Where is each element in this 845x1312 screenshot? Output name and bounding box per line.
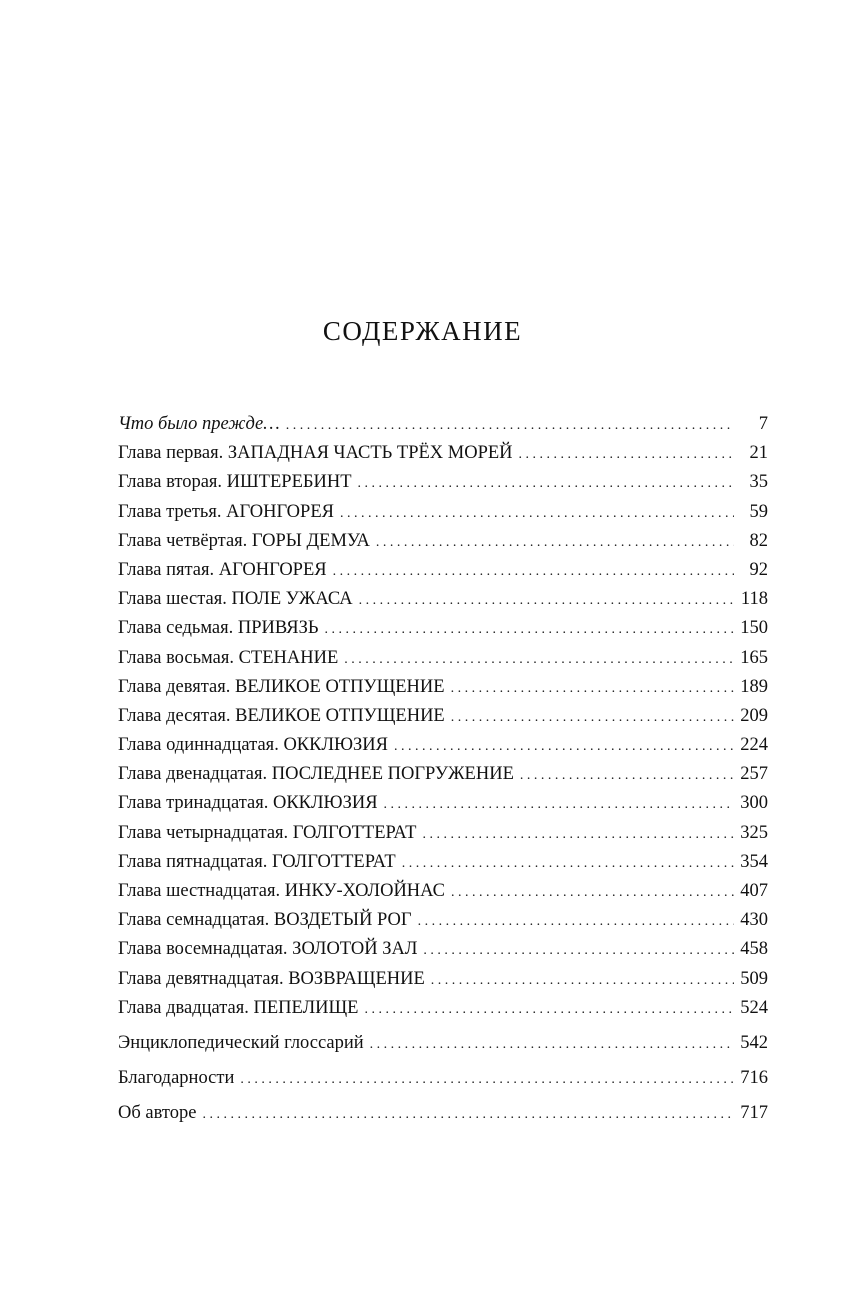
toc-entry-page: 524: [740, 997, 768, 1018]
toc-entry-label: Глава десятая. ВЕЛИКОЕ ОТПУЩЕНИЕ: [118, 705, 445, 726]
toc-entry-page: 165: [740, 647, 768, 668]
toc-leader-dots: [240, 1064, 734, 1094]
toc-leader-dots: [286, 410, 734, 440]
toc-entry[interactable]: [118, 498, 768, 527]
toc-entry[interactable]: [118, 556, 768, 585]
toc-entry[interactable]: [118, 1029, 768, 1058]
toc-entry-label: Глава семнадцатая. ВОЗДЕТЫЙ РОГ: [118, 910, 412, 931]
toc-entry-page: 542: [740, 1032, 768, 1053]
toc-entry-page: 430: [740, 910, 768, 931]
toc-entry[interactable]: [118, 673, 768, 702]
toc-entry[interactable]: [118, 585, 768, 614]
toc-entry-page: 35: [749, 472, 768, 493]
toc-entry-label: Глава пятая. АГОНГОРЕЯ: [118, 559, 327, 580]
toc-entry-page: 300: [740, 793, 768, 814]
toc-entry-label: Глава двенадцатая. ПОСЛЕДНЕЕ ПОГРУЖЕНИЕ: [118, 764, 514, 785]
toc-entry[interactable]: [118, 1064, 768, 1093]
toc-entry[interactable]: [118, 731, 768, 760]
toc-leader-dots: [325, 614, 734, 644]
toc-leader-dots: [333, 556, 734, 586]
toc-entry-page: 189: [740, 676, 768, 697]
toc-entry[interactable]: [118, 439, 768, 468]
toc-entry-page: 209: [740, 705, 768, 726]
toc-leader-dots: [520, 760, 734, 790]
toc-entry-label: Глава девятая. ВЕЛИКОЕ ОТПУЩЕНИЕ: [118, 676, 445, 697]
toc-entry[interactable]: [118, 614, 768, 643]
toc-entry-page: 458: [740, 939, 768, 960]
toc-entry-label: Глава вторая. ИШТЕРЕБИНТ: [118, 472, 352, 493]
toc-leader-dots: [376, 527, 734, 557]
toc-entry-page: 354: [740, 851, 768, 872]
toc-entry-page: 7: [758, 414, 768, 434]
toc-leader-dots: [451, 673, 734, 703]
toc-leader-dots: [358, 468, 734, 498]
toc-leader-dots: [451, 877, 734, 907]
toc-entry[interactable]: [118, 965, 768, 994]
toc-entry[interactable]: [118, 410, 768, 439]
toc-entry[interactable]: [118, 468, 768, 497]
toc-entry-page: 59: [749, 501, 768, 522]
toc-entry-page: 150: [740, 618, 768, 639]
toc-entry-label: Благодарности: [118, 1068, 235, 1089]
toc-entry-label: Глава тринадцатая. ОККЛЮЗИЯ: [118, 793, 378, 814]
toc-leader-dots: [364, 994, 734, 1024]
toc-entry[interactable]: [118, 644, 768, 673]
toc-entry-label: Глава четырнадцатая. ГОЛГОТТЕРАТ: [118, 822, 417, 843]
toc-entry-page: 407: [740, 881, 768, 901]
table-of-contents: [118, 410, 768, 1129]
toc-entry-label: Об авторе: [118, 1103, 197, 1124]
toc-leader-dots: [519, 439, 734, 469]
toc-entry[interactable]: [118, 789, 768, 818]
toc-entry[interactable]: [118, 1099, 768, 1128]
toc-entry[interactable]: [118, 819, 768, 848]
toc-leader-dots: [418, 906, 734, 936]
toc-leader-dots: [394, 731, 734, 761]
toc-leader-dots: [384, 789, 734, 819]
toc-leader-dots: [202, 1099, 734, 1129]
toc-leader-dots: [451, 702, 734, 732]
page-title: СОДЕРЖАНИЕ: [322, 316, 523, 346]
toc-entry-page: 21: [749, 443, 768, 464]
toc-entry-label: Энциклопедический глоссарий: [118, 1032, 364, 1053]
toc-leader-dots: [359, 585, 734, 615]
toc-entry-page: 325: [740, 822, 768, 843]
toc-entry-label: Глава пятнадцатая. ГОЛГОТТЕРАТ: [118, 851, 396, 872]
toc-entry-page: 92: [749, 559, 768, 580]
toc-entry-label: Глава девятнадцатая. ВОЗВРАЩЕНИЕ: [118, 968, 425, 989]
toc-entry[interactable]: [118, 994, 768, 1023]
toc-entry[interactable]: [118, 760, 768, 789]
toc-entry-label: Глава шестнадцатая. ИНКУ-ХОЛОЙНАС: [118, 881, 445, 901]
toc-leader-dots: [344, 644, 734, 674]
toc-leader-dots: [340, 498, 734, 528]
toc-entry-page: 509: [740, 968, 768, 989]
toc-entry-page: 118: [740, 589, 768, 610]
toc-entry-label: Что было прежде…: [118, 414, 280, 434]
toc-entry-page: 82: [749, 530, 768, 551]
toc-entry[interactable]: [118, 877, 768, 906]
toc-entry-label: Глава двадцатая. ПЕПЕЛИЩЕ: [118, 997, 359, 1018]
toc-entry-page: 716: [740, 1068, 768, 1089]
toc-entry-label: Глава четвёртая. ГОРЫ ДЕМУА: [118, 530, 370, 551]
toc-entry-label: Глава шестая. ПОЛЕ УЖАСА: [118, 589, 353, 610]
toc-entry[interactable]: [118, 906, 768, 935]
toc-entry-page: 717: [740, 1103, 768, 1124]
toc-leader-dots: [402, 848, 734, 878]
toc-entry-page: 257: [740, 764, 768, 785]
toc-leader-dots: [370, 1029, 734, 1059]
toc-entry[interactable]: [118, 935, 768, 964]
toc-entry-label: Глава восемнадцатая. ЗОЛОТОЙ ЗАЛ: [118, 939, 418, 960]
toc-leader-dots: [423, 935, 734, 965]
toc-entry-label: Глава восьмая. СТЕНАНИЕ: [118, 647, 339, 668]
toc-entry-label: Глава седьмая. ПРИВЯЗЬ: [118, 618, 319, 639]
toc-entry[interactable]: [118, 848, 768, 877]
toc-entry-label: Глава третья. АГОНГОРЕЯ: [118, 501, 334, 522]
toc-entry-label: Глава одиннадцатая. ОККЛЮЗИЯ: [118, 735, 389, 756]
toc-leader-dots: [422, 819, 734, 849]
toc-entry[interactable]: [118, 527, 768, 556]
toc-entry-page: 224: [740, 735, 768, 756]
toc-leader-dots: [431, 965, 734, 995]
toc-entry[interactable]: [118, 702, 768, 731]
toc-entry-label: Глава первая. ЗАПАДНАЯ ЧАСТЬ ТРЁХ МОРЕЙ: [118, 443, 513, 464]
